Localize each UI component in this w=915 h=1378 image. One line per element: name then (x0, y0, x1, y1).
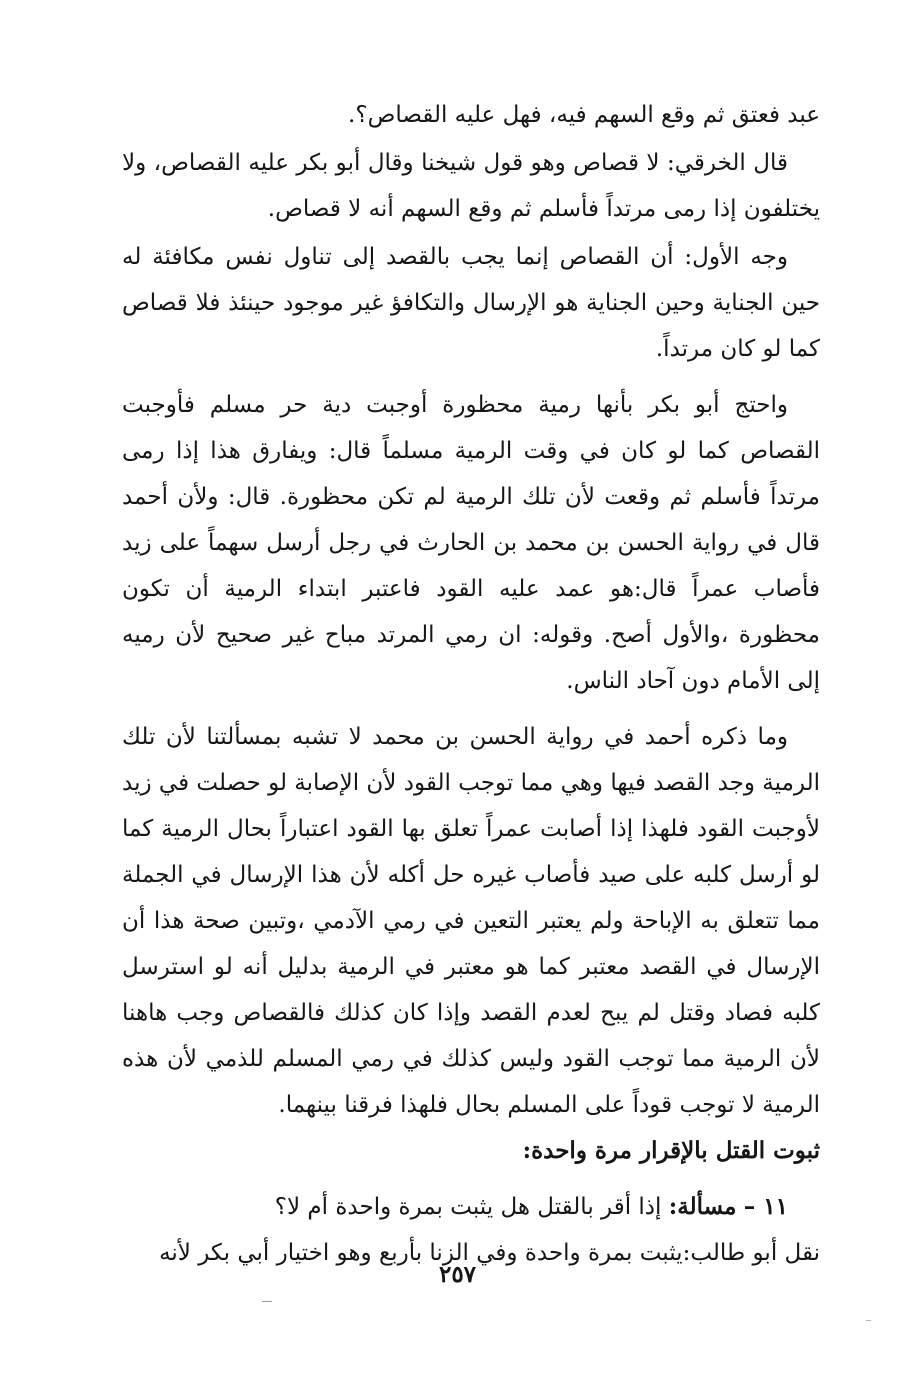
paragraph-first-view: وجه الأول: أن القصاص إنما يجب بالقصد إلى تناول نفس مكافئة له حين الجناية وحين الجناية هو الإرسال والتكافؤ غير موجود حينئذ فلا قصاص كما لو كان مرتداً. (122, 244, 820, 362)
paragraph-abu-bakr-argument: واحتج أبو بكر بأنها رمية محظورة أوجبت دية حر مسلم فأوجبت القصاص كما لو كان في وقت الرمية مسلماً قال: ويفارق هذا إذا رمى مرتداً فأسلم ثم وقعت لأن تلك الرمية لم تكن محظورة. قال: ولأن أحمد قال في رواية الحسن بن محمد بن الحارث في رجل أرسل سهماً على زيد فأصاب عمراً قال:هو عمد عليه القود فاعتبر ابتداء الرمية أن تكون محظورة ،والأول أصح. وقوله: ان رمي المرتد مباح غير صحيح لأن رميه إلى الأمام دون آحاد الناس. (122, 392, 820, 694)
scan-speck-small (866, 1320, 871, 1321)
paragraph-abu-talib: نقل أبو طالب:يثبت بمرة واحدة وفي الزنا بأربع وهو اختيار أبي بكر لأنه (159, 1240, 820, 1266)
issue-label: مسألة: (668, 1193, 737, 1220)
page-body-text (122, 92, 820, 1276)
issue-number: ١١ – (743, 1193, 788, 1220)
section-heading: ثبوت القتل بالإقرار مرة واحدة: (522, 1137, 820, 1164)
paragraph-ahmad-narration: وما ذكره أحمد في رواية الحسن بن محمد لا تشبه بمسألتنا لأن تلك الرمية وجد القصد فيها وهي مما توجب القود لأن الإصابة لو حصلت في زيد لأوجبت القود فلهذا إذا أصابت عمراً تعلق بها القود اعتباراً بحال الرمية كما لو أرسل كلبه على صيد فأصاب غيره حل أكله لأن هذا الإرسال في الجملة مما تتعلق به الإباحة ولم يعتبر التعين في رمي الآدمي ،وتبين صحة هذا أن الإرسال في القصد معتبر كما هو معتبر في الرمية بدليل أنه لو استرسل كلبه فصاد وقتل لم يبح لعدم القصد وإذا كان كذلك فالقصاص وجب هاهنا لأن الرمية مما توجب القود وليس كذلك في رمي المسلم للذمي لأن هذه الرمية لا توجب قوداً على المسلم بحال فلهذا فرقنا بينهما. (122, 724, 820, 1118)
scan-speck (262, 1301, 272, 1302)
paragraph-kharqi-opinion: قال الخرقي: لا قصاص وهو قول شيخنا وقال أبو بكر عليه القصاص، ولا يختلفون إذا رمى مرتداً فأسلم ثم وقع السهم أنه لا قصاص. (122, 150, 820, 222)
paragraph-opening-line: عبد فعتق ثم وقع السهم فيه، فهل عليه القصاص؟. (348, 102, 820, 128)
issue-question: إذا أقر بالقتل هل يثبت بمرة واحدة أم لا؟ (274, 1194, 662, 1220)
issue-line (122, 1184, 820, 1230)
page-number: ٢٥٧ (438, 1261, 477, 1288)
